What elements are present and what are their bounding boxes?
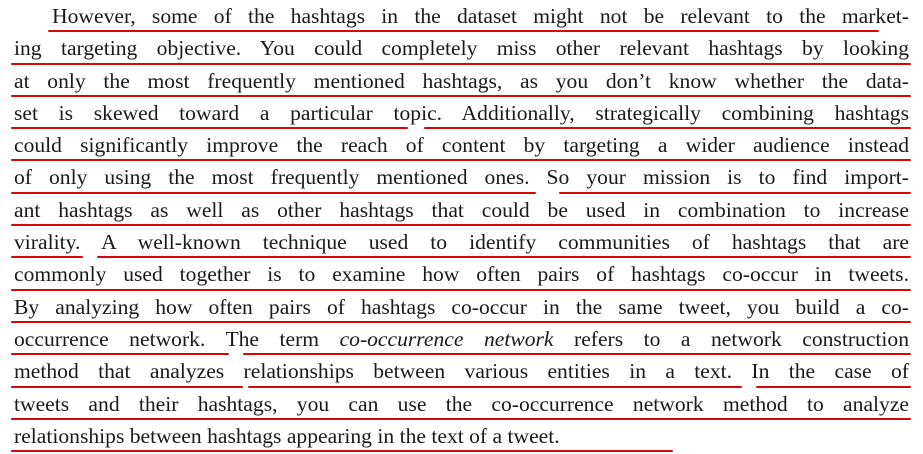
underline xyxy=(248,386,742,388)
text-line-14: relationships between hashtags appearing in the text of a tweet. xyxy=(14,422,909,454)
underline xyxy=(11,63,911,65)
text-line-8: virality. A well-known technique used to identify communities of hashtags that are xyxy=(14,228,909,260)
underline xyxy=(11,224,911,226)
text-line-3: at only the most frequently mentioned hashtags, as you don’t know whether the data- xyxy=(14,67,909,99)
text-line-9: commonly used together is to examine how often pairs of hashtags co-occur in tweets. xyxy=(14,260,909,292)
text-line-6: of only using the most frequently mentioned ones. So your mission is to find import- xyxy=(14,163,909,195)
underline xyxy=(11,289,911,291)
text-line-13: tweets and their hashtags, you can use the co-occurrence network method to analyze xyxy=(14,390,909,422)
text-line-7: ant hashtags as well as other hashtags that could be used in combination to increase xyxy=(14,196,909,228)
underline xyxy=(11,450,673,452)
text-line-2: ing targeting objective. You could completely miss other relevant hashtags by looking xyxy=(14,34,909,66)
underline xyxy=(11,192,536,194)
underline xyxy=(11,386,243,388)
text-line-5: could significantly improve the reach of content by targeting a wider audience instead xyxy=(14,131,909,163)
underline xyxy=(243,353,911,355)
underline xyxy=(11,159,911,161)
text-line-10: By analyzing how often pairs of hashtags co-occur in the same tweet, you build a co- xyxy=(14,293,909,325)
underline xyxy=(11,95,911,97)
underline xyxy=(11,127,408,129)
underline xyxy=(11,256,83,258)
underline xyxy=(11,418,911,420)
text-line-11: occurrence network. The term co-occurrence network refers to a network construction xyxy=(14,325,909,357)
underline xyxy=(11,321,911,323)
underline xyxy=(756,386,911,388)
text-line-12: method that analyzes relationships between various entities in a text. In the case of xyxy=(14,357,909,389)
underline xyxy=(11,353,229,355)
underline xyxy=(559,192,911,194)
italic-term: co-occurrence network xyxy=(339,326,554,351)
underline xyxy=(424,127,911,129)
underline xyxy=(48,30,879,32)
underline xyxy=(97,256,911,258)
text-line-4: set is skewed toward a particular topic. Additionally, strategically combining hashtags xyxy=(14,99,909,131)
text-line-1: However, some of the hashtags in the dataset might not be relevant to the market- xyxy=(14,2,909,34)
